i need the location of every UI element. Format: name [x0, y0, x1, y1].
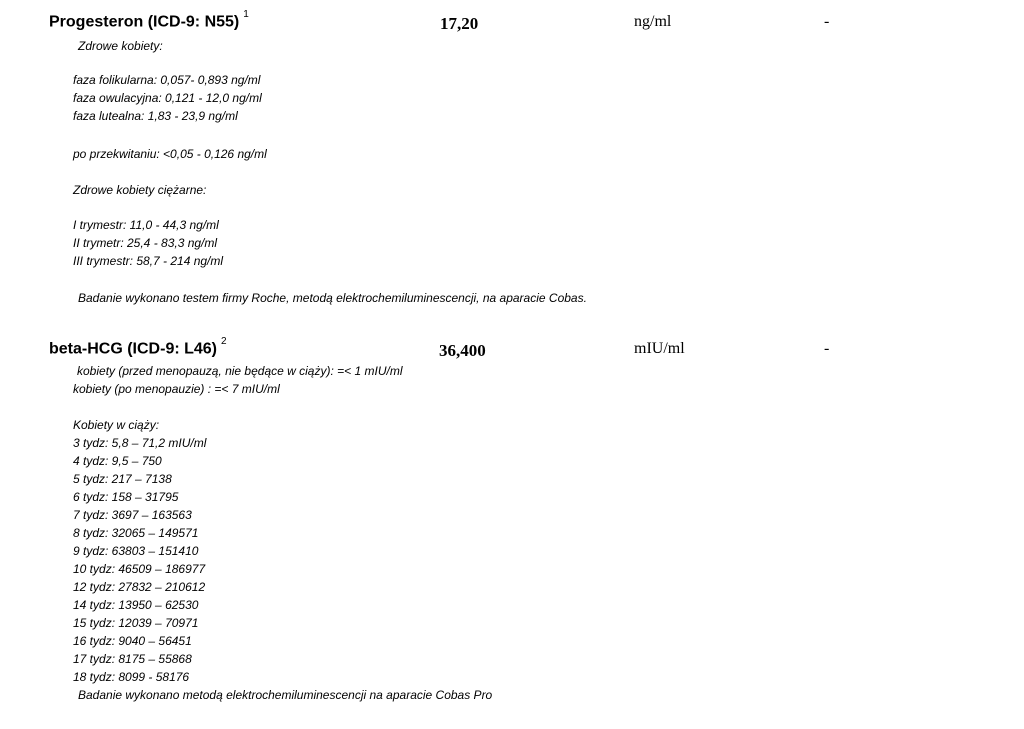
range-line: 17 tydz: 8175 – 55868 [73, 652, 192, 666]
range-line: faza owulacyjna: 0,121 - 12,0 ng/ml [73, 91, 262, 105]
test-flag: - [824, 340, 830, 357]
range-line: 12 tydz: 27832 – 210612 [73, 580, 206, 594]
test-result: 36,400 [439, 341, 486, 360]
range-line: 5 tydz: 217 – 7138 [73, 472, 172, 486]
trimester-ranges [73, 216, 223, 270]
range-line: II trymetr: 25,4 - 83,3 ng/ml [73, 236, 218, 250]
test-result: 17,20 [440, 14, 479, 33]
test-unit: ng/ml [634, 13, 672, 30]
range-line: faza lutealna: 1,83 - 23,9 ng/ml [73, 109, 238, 123]
pregnant-label: Zdrowe kobiety ciężarne: [73, 183, 207, 197]
group-label: Zdrowe kobiety: [78, 39, 163, 53]
range-line: 16 tydz: 9040 – 56451 [73, 634, 192, 648]
range-line: 7 tydz: 3697 – 163563 [73, 508, 192, 522]
pregnant-label: Kobiety w ciąży: [73, 418, 160, 432]
range-line: 15 tydz: 12039 – 70971 [73, 616, 199, 630]
range-line: faza folikularna: 0,057- 0,893 ng/ml [73, 73, 261, 87]
women-ranges [73, 362, 403, 398]
range-line: kobiety (przed menopauzą, nie będące w ciąży): =< 1 mIU/ml [77, 364, 403, 378]
range-line: kobiety (po menopauzie) : =< 7 mIU/ml [73, 382, 280, 396]
range-line: 4 tydz: 9,5 – 750 [73, 454, 162, 468]
test-name-text: beta-HCG (ICD-9: L46) [49, 340, 218, 358]
phase-ranges [73, 71, 262, 125]
test-name [49, 336, 227, 358]
range-line: 9 tydz: 63803 – 151410 [73, 544, 199, 558]
test-unit: mIU/ml [634, 340, 685, 357]
method-note: Badanie wykonano testem firmy Roche, metodą elektrochemiluminescencji, na aparacie Cobas. [78, 291, 587, 305]
footnote-marker: 1 [243, 9, 249, 20]
test-flag: - [824, 13, 830, 30]
postmenopause-range: po przekwitaniu: <0,05 - 0,126 ng/ml [73, 147, 267, 161]
range-line: 18 tydz: 8099 - 58176 [73, 670, 190, 684]
range-line: 6 tydz: 158 – 31795 [73, 490, 179, 504]
method-note: Badanie wykonano metodą elektrochemiluminescencji na aparacie Cobas Pro [78, 688, 493, 702]
range-line: 3 tydz: 5,8 – 71,2 mIU/ml [73, 436, 207, 450]
footnote-marker: 2 [221, 336, 227, 347]
range-line: 8 tydz: 32065 – 149571 [73, 526, 199, 540]
test-name [49, 9, 249, 31]
week-ranges [73, 434, 206, 686]
range-line: 10 tydz: 46509 – 186977 [73, 562, 206, 576]
range-line: I trymestr: 11,0 - 44,3 ng/ml [73, 218, 219, 232]
test-name-text: Progesteron (ICD-9: N55) [49, 13, 240, 31]
range-line: III trymestr: 58,7 - 214 ng/ml [73, 254, 224, 268]
range-line: 14 tydz: 13950 – 62530 [73, 598, 199, 612]
